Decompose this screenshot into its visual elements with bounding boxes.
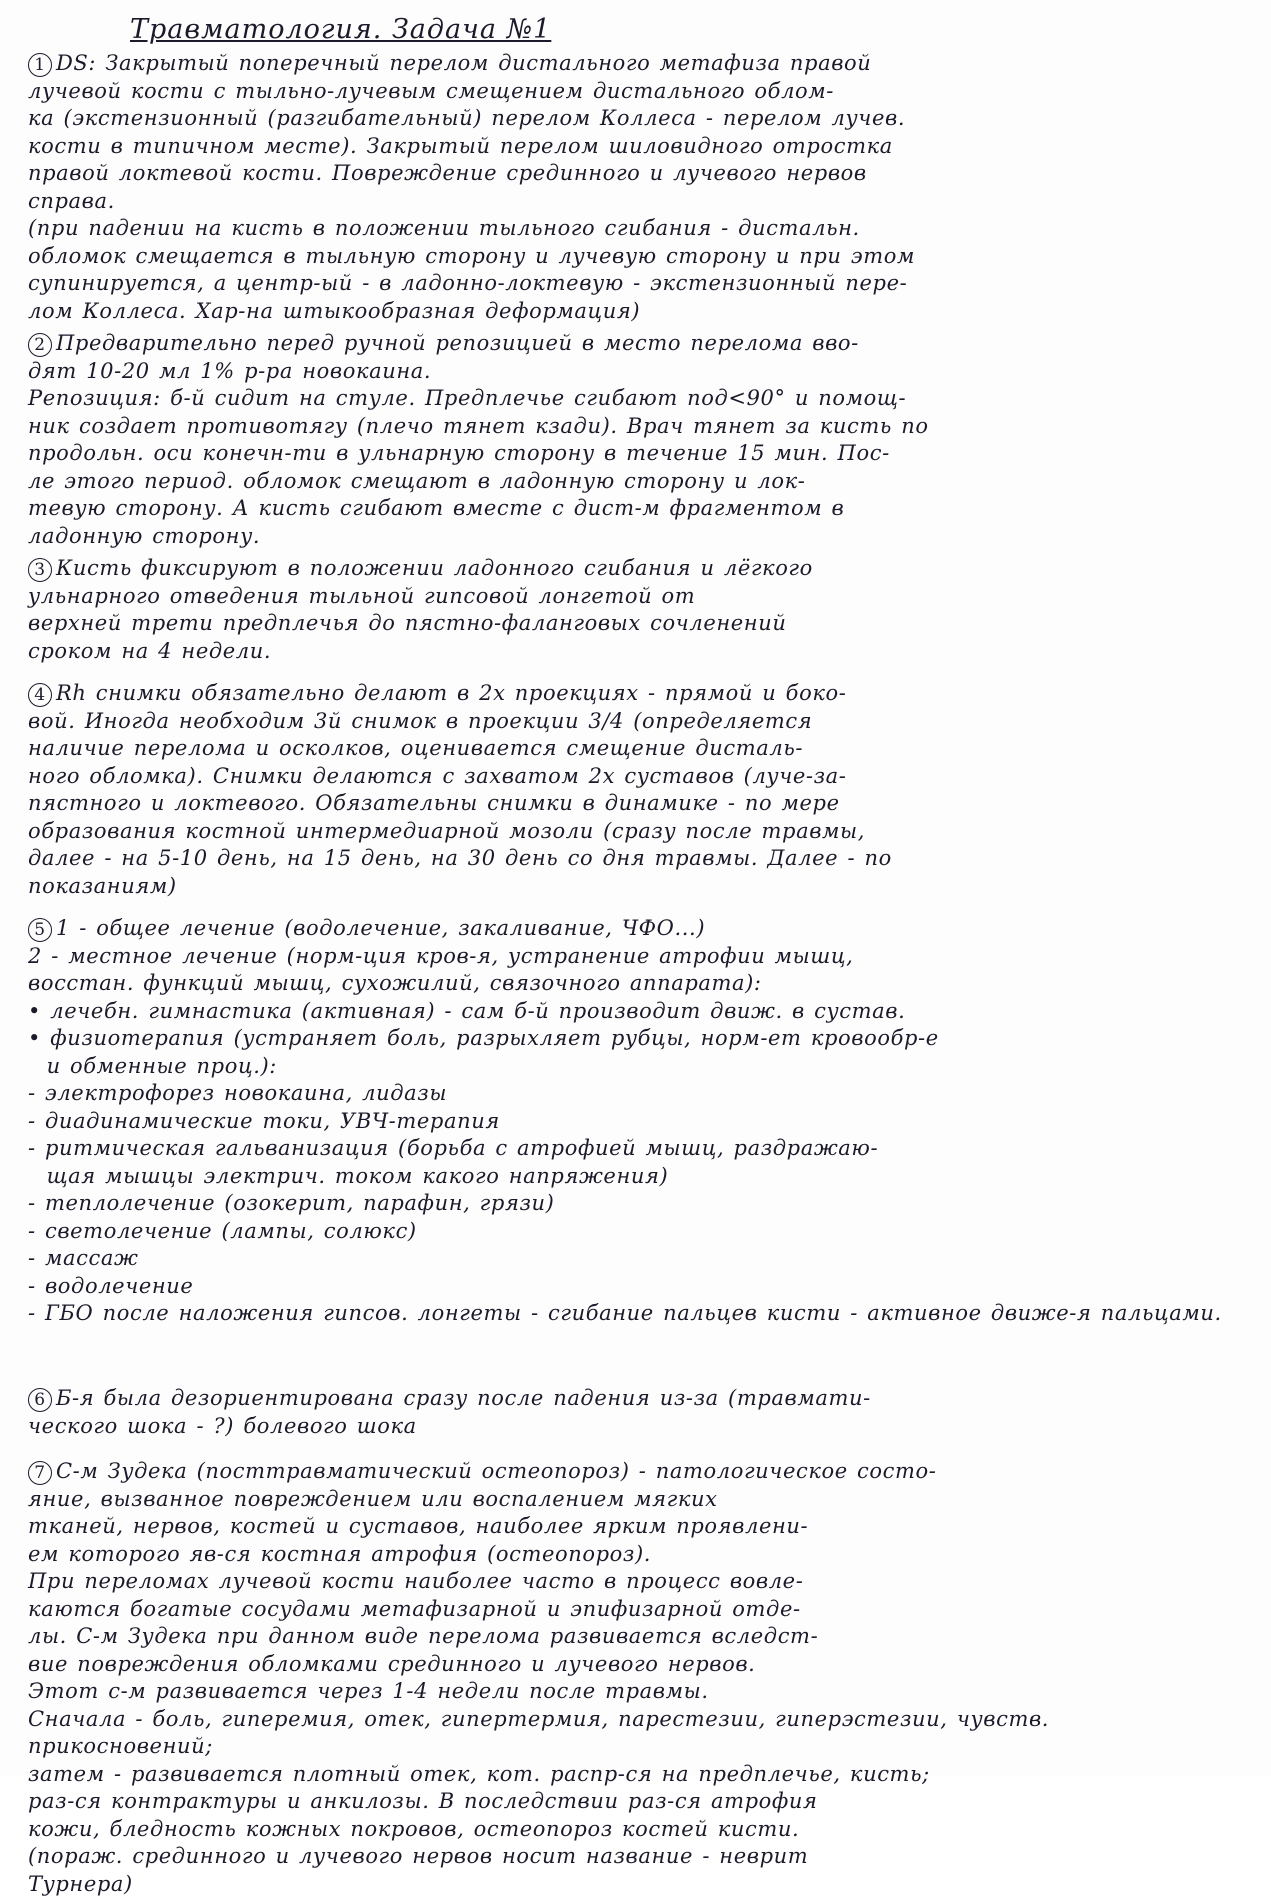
text-line: - электрофорез новокаина, лидазы bbox=[28, 1080, 1228, 1108]
text-line-content: С-м Зудека (посттравматический остеопороз) - патологическое состо- bbox=[56, 1459, 936, 1483]
answer-block-6 bbox=[28, 1385, 1228, 1440]
text-line: При переломах лучевой кости наиболее часто в процесс вовле- bbox=[28, 1568, 1228, 1596]
answer-block-5 bbox=[28, 915, 1228, 1328]
text-line: тевую сторону. А кисть сгибают вместе с дист-м фрагментом в bbox=[28, 495, 1228, 523]
text-line: вие повреждения обломками срединного и лучевого нервов. bbox=[28, 1651, 1228, 1679]
text-line-content: 1 - общее лечение (водолечение, закаливание, ЧФО...) bbox=[56, 916, 705, 940]
text-line bbox=[28, 1385, 1228, 1413]
text-line: - светолечение (лампы, солюкс) bbox=[28, 1218, 1228, 1246]
text-line bbox=[28, 915, 1228, 943]
text-line: ладонную сторону. bbox=[28, 523, 1228, 551]
text-line: справа. bbox=[28, 188, 1228, 216]
text-line: продольн. оси конечн-ти в ульнарную сторону в течение 15 мин. Пос- bbox=[28, 440, 1228, 468]
item-number: 3 bbox=[28, 558, 52, 582]
text-line: кожи, бледность кожных покровов, остеопороз костей кисти. bbox=[28, 1816, 1228, 1844]
text-line: - массаж bbox=[28, 1245, 1228, 1273]
text-line bbox=[28, 555, 1228, 583]
page-title: Травматология. Задача №1 bbox=[130, 14, 551, 45]
text-line: - теплолечение (озокерит, парафин, грязи) bbox=[28, 1190, 1228, 1218]
text-line: (при падении на кисть в положении тыльного сгибания - дистальн. bbox=[28, 215, 1228, 243]
text-line: восстан. функций мышц, сухожилий, связочного аппарата): bbox=[28, 970, 1228, 998]
text-line: лы. С-м Зудека при данном виде перелома развивается вследст- bbox=[28, 1623, 1228, 1651]
item-number: 2 bbox=[28, 333, 52, 357]
text-line: ульнарного отведения тыльной гипсовой лонгетой от bbox=[28, 583, 1228, 611]
text-line bbox=[28, 50, 1228, 78]
item-number: 7 bbox=[28, 1461, 52, 1485]
text-line: дят 10-20 мл 1% р-ра новокаина. bbox=[28, 358, 1228, 386]
text-line: ник создает противотягу (плечо тянет кзади). Врач тянет за кисть по bbox=[28, 413, 1228, 441]
text-line: • лечебн. гимнастика (активная) - сам б-й производит движ. в сустав. bbox=[28, 998, 1228, 1026]
text-line: щая мышцы электрич. током какого напряжения) bbox=[28, 1163, 1228, 1191]
answer-block-2 bbox=[28, 330, 1228, 550]
text-line: правой локтевой кости. Повреждение срединного и лучевого нервов bbox=[28, 160, 1228, 188]
item-number: 5 bbox=[28, 918, 52, 942]
text-line: верхней трети предплечья до пястно-фаланговых сочленений bbox=[28, 610, 1228, 638]
text-line: ческого шока - ?) болевого шока bbox=[28, 1413, 1228, 1441]
text-line: ле этого период. обломок смещают в ладонную сторону и лок- bbox=[28, 468, 1228, 496]
text-line: ем которого яв-ся костная атрофия (остеопороз). bbox=[28, 1541, 1228, 1569]
text-line: лучевой кости с тыльно-лучевым смещением дистального облом- bbox=[28, 78, 1228, 106]
text-line: и обменные проц.): bbox=[28, 1053, 1228, 1081]
item-number: 4 bbox=[28, 683, 52, 707]
text-line: лом Коллеса. Хар-на штыкообразная деформация) bbox=[28, 298, 1228, 326]
text-line: - диадинамические токи, УВЧ-терапия bbox=[28, 1108, 1228, 1136]
text-line bbox=[28, 680, 1228, 708]
text-line: далее - на 5-10 день, на 15 день, на 30 день со дня травмы. Далее - по bbox=[28, 845, 1228, 873]
text-line bbox=[28, 330, 1228, 358]
text-line-content: Rh снимки обязательно делают в 2х проекциях - прямой и боко- bbox=[56, 681, 846, 705]
text-line: Сначала - боль, гиперемия, отек, гипертермия, парестезии, гиперэстезии, чувств. прикосновений; bbox=[28, 1706, 1228, 1761]
text-line: показаниям) bbox=[28, 873, 1228, 901]
text-line: 2 - местное лечение (норм-ция кров-я, устранение атрофии мышц, bbox=[28, 943, 1228, 971]
text-line: - ритмическая гальванизация (борьба с атрофией мышц, раздражаю- bbox=[28, 1135, 1228, 1163]
answer-block-4 bbox=[28, 680, 1228, 900]
text-line-content: Кисть фиксируют в положении ладонного сгибания и лёгкого bbox=[56, 556, 813, 580]
text-line: яние, вызванное повреждением или воспалением мягких bbox=[28, 1486, 1228, 1514]
text-line: (пораж. срединного и лучевого нервов носит название - неврит bbox=[28, 1843, 1228, 1871]
text-line: - водолечение bbox=[28, 1273, 1228, 1301]
text-line-content: Предварительно перед ручной репозицией в место перелома вво- bbox=[56, 331, 859, 355]
text-line: раз-ся контрактуры и анкилозы. В последствии раз-ся атрофия bbox=[28, 1788, 1228, 1816]
text-line: кости в типичном месте). Закрытый перелом шиловидного отростка bbox=[28, 133, 1228, 161]
text-line: обломок смещается в тыльную сторону и лучевую сторону и при этом bbox=[28, 243, 1228, 271]
text-line: - ГБО после наложения гипсов. лонгеты - сгибание пальцев кисти - активное движе-я пальцами. bbox=[28, 1300, 1228, 1328]
text-line: затем - развивается плотный отек, кот. распр-ся на предплечье, кисть; bbox=[28, 1761, 1228, 1789]
text-line: • физиотерапия (устраняет боль, разрыхляет рубцы, норм-ет кровообр-е bbox=[28, 1025, 1228, 1053]
text-line-content: DS: Закрытый поперечный перелом дистального метафиза правой bbox=[56, 51, 871, 75]
text-line: пястного и локтевого. Обязательны снимки в динамике - по мере bbox=[28, 790, 1228, 818]
answer-block-1 bbox=[28, 50, 1228, 325]
text-line: Репозиция: б-й сидит на стуле. Предплечье сгибают под<90° и помощ- bbox=[28, 385, 1228, 413]
item-number: 6 bbox=[28, 1388, 52, 1412]
text-line: каются богатые сосудами метафизарной и эпифизарной отде- bbox=[28, 1596, 1228, 1624]
text-line: Турнера) bbox=[28, 1871, 1228, 1898]
text-line: Этот с-м развивается через 1-4 недели после травмы. bbox=[28, 1678, 1228, 1706]
text-line: вой. Иногда необходим 3й снимок в проекции 3/4 (определяется bbox=[28, 708, 1228, 736]
text-line: ка (экстензионный (разгибательный) перелом Коллеса - перелом лучев. bbox=[28, 105, 1228, 133]
text-line: наличие перелома и осколков, оценивается смещение дисталь- bbox=[28, 735, 1228, 763]
text-line-content: Б-я была дезориентирована сразу после падения из-за (травмати- bbox=[56, 1386, 871, 1410]
item-number: 1 bbox=[28, 53, 52, 77]
answer-block-3 bbox=[28, 555, 1228, 665]
answer-block-7 bbox=[28, 1458, 1228, 1898]
text-line: супинируется, а центр-ый - в ладонно-локтевую - экстензионный пере- bbox=[28, 270, 1228, 298]
text-line: тканей, нервов, костей и суставов, наиболее ярким проявлени- bbox=[28, 1513, 1228, 1541]
text-line: сроком на 4 недели. bbox=[28, 638, 1228, 666]
text-line: ного обломка). Снимки делаются с захватом 2х суставов (луче-за- bbox=[28, 763, 1228, 791]
text-line: образования костной интермедиарной мозоли (сразу после травмы, bbox=[28, 818, 1228, 846]
text-line bbox=[28, 1458, 1228, 1486]
